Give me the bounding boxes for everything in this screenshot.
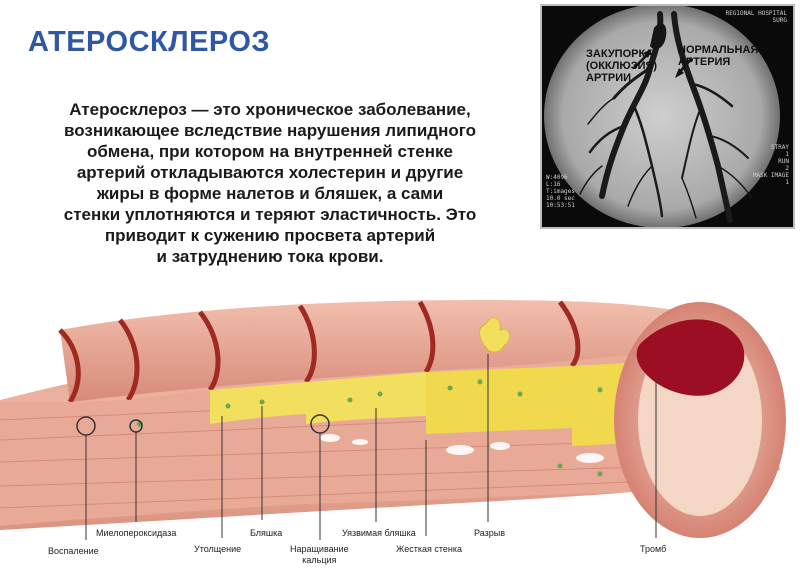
description-line: приводит к сужению просвета артерий xyxy=(104,226,436,245)
label-myeloperoxidase: Миелопероксидаза xyxy=(96,528,177,538)
description-line: артерий откладываются холестерин и другие xyxy=(76,163,464,182)
plaque-vulnerable xyxy=(426,366,572,434)
description-line: стенки уплотняются и теряют эластичность. Это xyxy=(63,205,477,224)
label-stiff-wall: Жесткая стенка xyxy=(396,544,462,554)
label-inflammation: Воспаление xyxy=(48,546,99,556)
hud-params: W:4096 L:16 T:images 10.0 sec 10:53:51 xyxy=(546,174,575,209)
description-line: возникающее вследствие нарушения липидного xyxy=(64,121,476,140)
angiogram-drawing xyxy=(542,6,793,227)
label-thrombus: Тромб xyxy=(640,544,667,554)
label-vulnerable-plaque: Уязвимая бляшка xyxy=(342,528,416,538)
label-thickening: Утолщение xyxy=(194,544,242,554)
description-line: Атеросклероз — это хроническое заболевание, xyxy=(69,100,471,119)
description-line: обмена, при котором на внутренней стенке xyxy=(87,142,453,161)
label-rupture: Разрыв xyxy=(474,528,505,538)
label-plaque: Бляшка xyxy=(250,528,283,538)
label-calcium: Наращивание кальция xyxy=(290,544,349,565)
description-line: жиры в форме налетов и бляшек, а сами xyxy=(96,184,444,203)
description-line: и затруднению тока крови. xyxy=(156,247,384,266)
description-text xyxy=(14,99,526,267)
hud-hospital: REGIONAL HOSPITAL SURG xyxy=(725,10,787,24)
occlusion-label: ЗАКУПОРКА (ОККЛЮЗИЯ) АРТРИИ xyxy=(586,48,658,84)
page-title: АТЕРОСКЛЕРОЗ xyxy=(28,26,271,58)
normal-artery-label: НОРМАЛЬНАЯ АРТЕРИЯ xyxy=(678,44,759,68)
hud-run-info: STRAY 1 RUN 2 MASK IMAGE 1 xyxy=(752,144,789,186)
angiogram-image xyxy=(540,4,795,229)
